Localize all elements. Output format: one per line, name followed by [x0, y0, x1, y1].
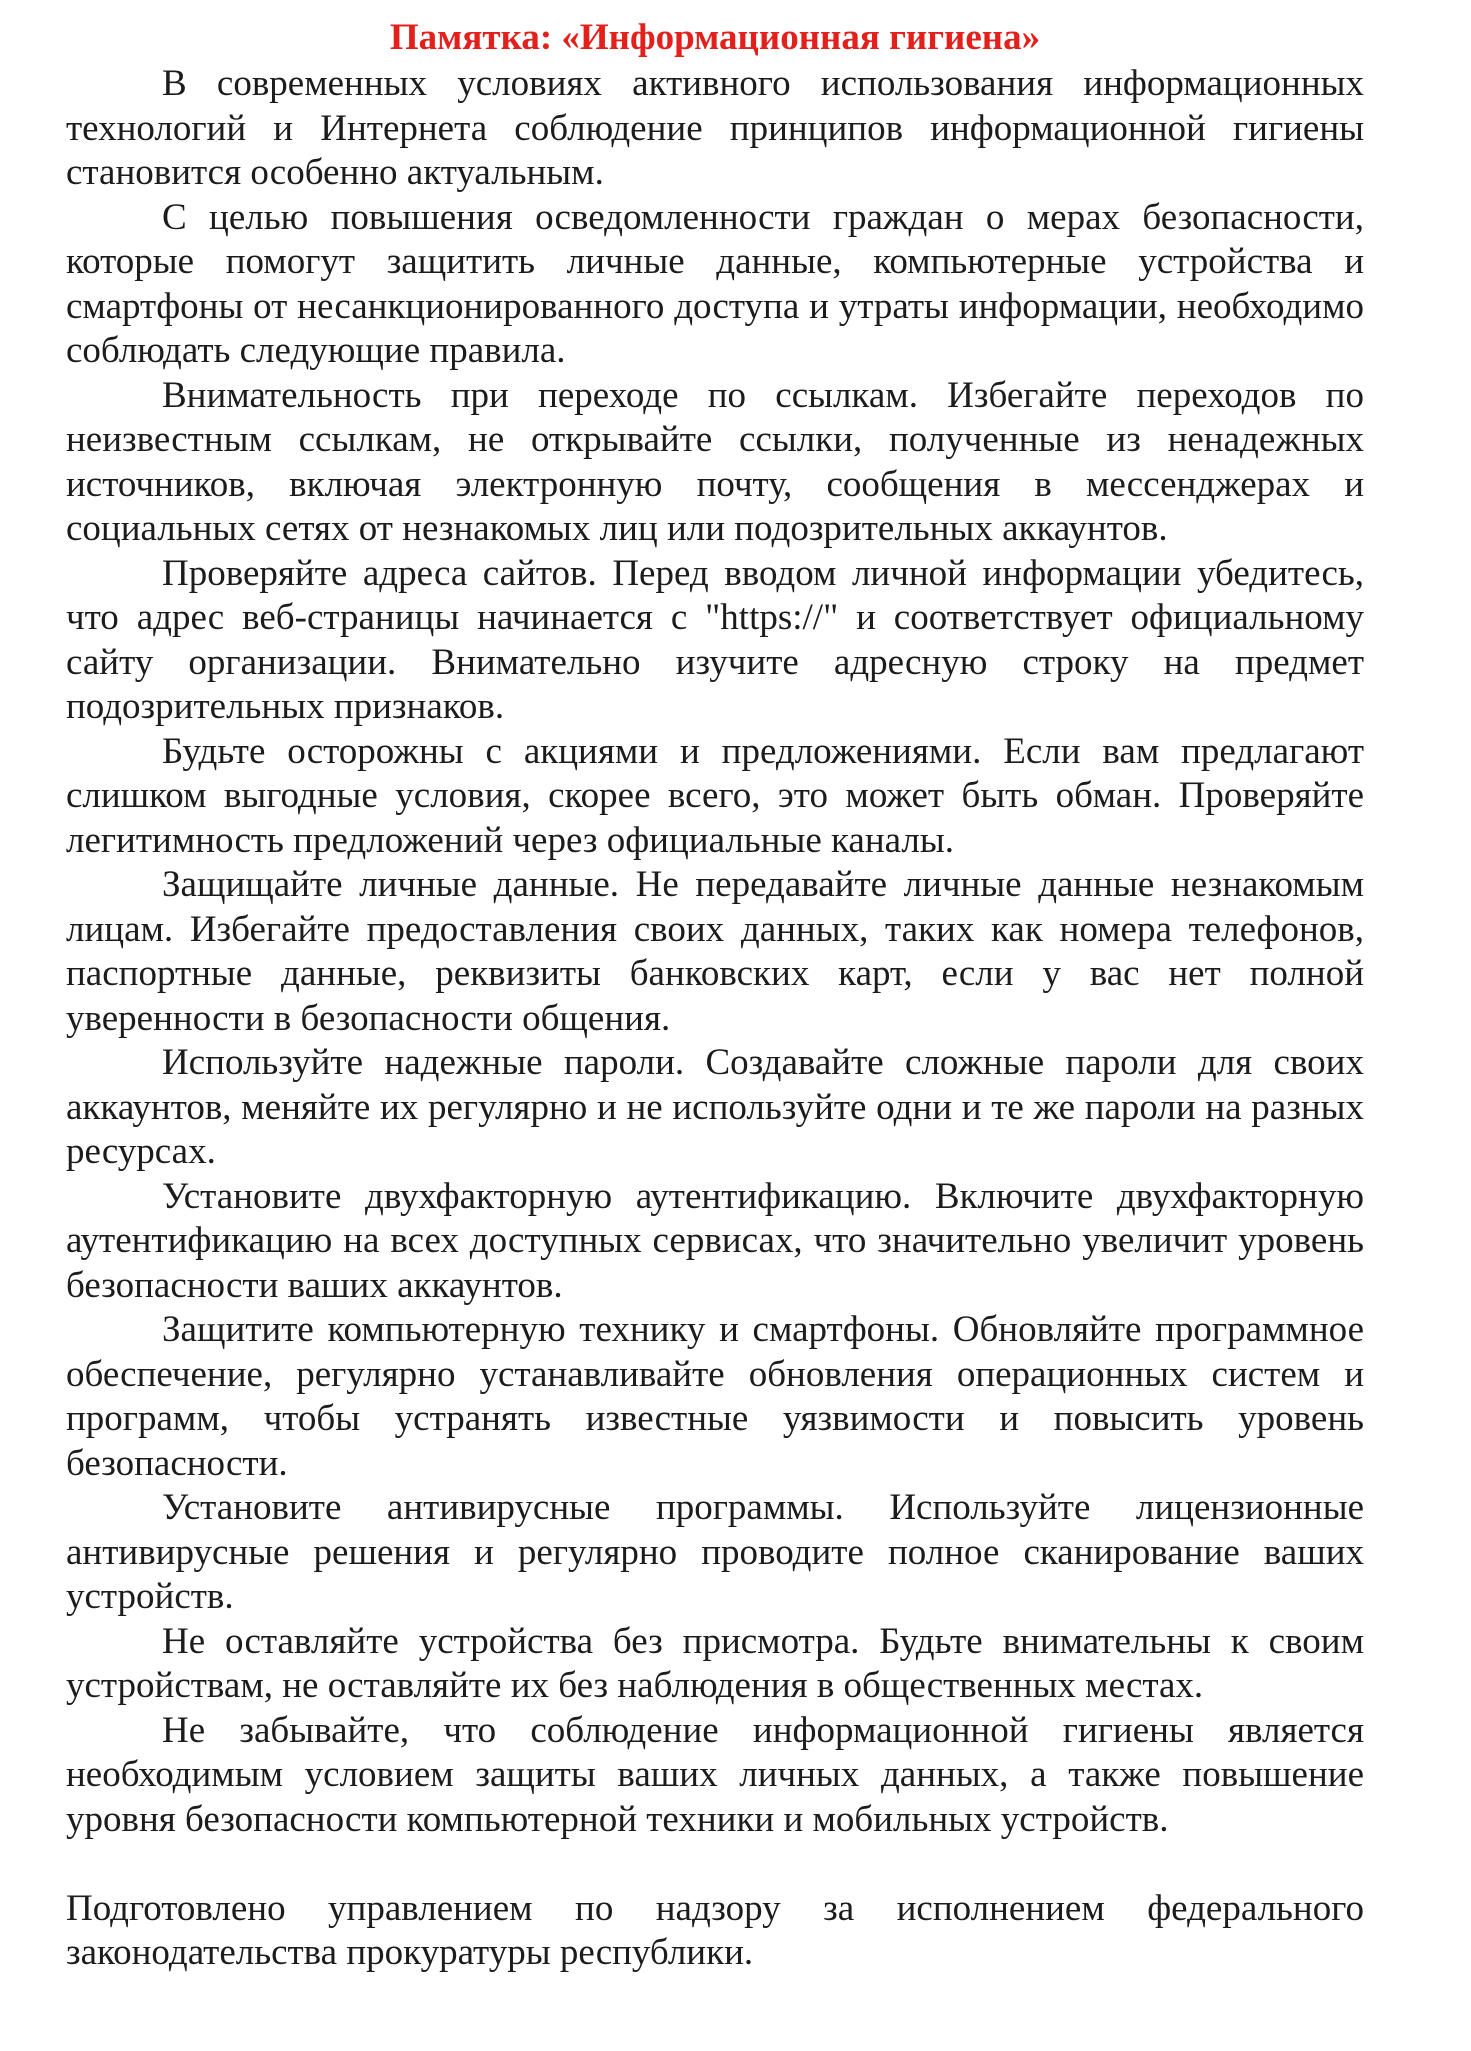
- paragraph-passwords: Используйте надежные пароли. Создавайте сложные пароли для своих аккаунтов, меняйте их регулярно и не используйте одни и те же пароли на разных ресурсах.: [66, 1042, 1364, 1172]
- document-page: [66, 14, 1364, 1976]
- paragraph-promotions: Будьте осторожны с акциями и предложениями. Если вам предлагают слишком выгодные условия, скорее всего, это может быть обман. Проверяйте легитимность предложений через официальные каналы.: [66, 730, 1364, 861]
- document-footer: Подготовлено управлением по надзору за исполнением федерального законодательства прокуратуры республики.: [66, 1887, 1364, 1973]
- paragraph-unattended-devices: Не оставляйте устройства без присмотра. Будьте внимательны к своим устройствам, не оставляйте их без наблюдения в общественных местах.: [66, 1620, 1364, 1706]
- paragraph-two-factor: Установите двухфакторную аутентификацию. Включите двухфакторную аутентификацию на всех доступных сервисах, что значительно увеличит уровень безопасности ваших аккаунтов.: [66, 1175, 1364, 1306]
- paragraph-purpose: С целью повышения осведомленности граждан о мерах безопасности, которые помогут защитить личные данные, компьютерные устройства и смартфоны от несанкционированного доступа и утраты информации, необходимо соблюдать следующие правила.: [66, 196, 1364, 371]
- document-title: Памятка: «Информационная гигиена»: [389, 17, 1041, 58]
- paragraph-site-addresses: Проверяйте адреса сайтов. Перед вводом личной информации убедитесь, что адрес веб-страницы начинается с "https://" и соответствует официальному сайту организации. Внимательно изучите адресную строку на предмет подозрительных признаков.: [66, 552, 1364, 727]
- paragraph-antivirus: Установите антивирусные программы. Используйте лицензионные антивирусные решения и регулярно проводите полное сканирование ваших устройств.: [66, 1487, 1364, 1617]
- paragraph-conclusion: Не забывайте, что соблюдение информационной гигиены является необходимым условием защиты ваших личных данных, а также повышение уровня безопасности компьютерной техники и мобильных устройств.: [66, 1709, 1364, 1840]
- paragraph-updates: Защитите компьютерную технику и смартфоны. Обновляйте программное обеспечение, регулярно устанавливайте обновления операционных систем и программ, чтобы устранять известные уязвимости и повысить уровень безопасности.: [66, 1309, 1364, 1484]
- paragraph-personal-data: Защищайте личные данные. Не передавайте личные данные незнакомым лицам. Избегайте предоставления своих данных, таких как номера телефонов, паспортные данные, реквизиты банковских карт, если у вас нет полной уверенности в безопасности общения.: [66, 864, 1364, 1039]
- paragraph-links: Внимательность при переходе по ссылкам. Избегайте переходов по неизвестным ссылкам, не открывайте ссылки, полученные из ненадежных источников, включая электронную почту, сообщения в мессенджерах и социальных сетях от незнакомых лиц или подозрительных аккаунтов.: [66, 374, 1364, 549]
- paragraph-intro: В современных условиях активного использования информационных технологий и Интернета соблюдение принципов информационной гигиены становится особенно актуальным.: [66, 63, 1364, 193]
